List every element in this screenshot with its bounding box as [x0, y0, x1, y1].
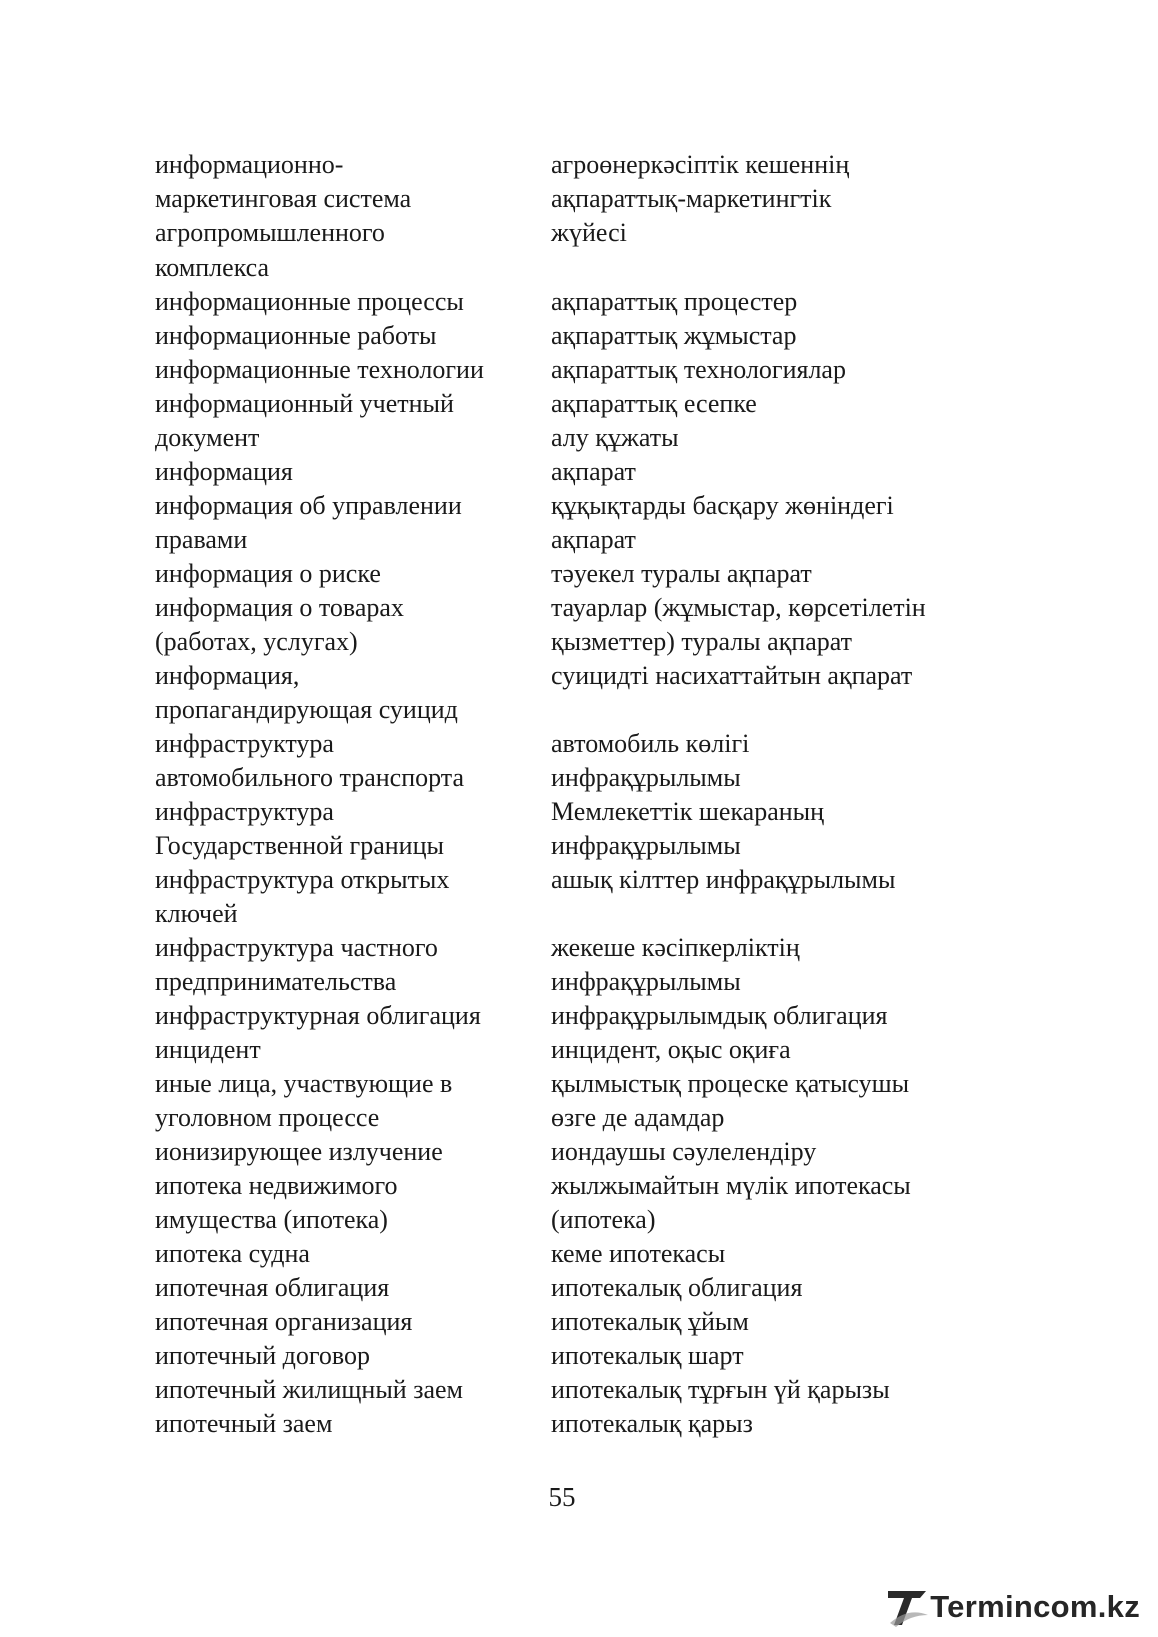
term-kazakh: ипотекалық тұрғын үй қарызы	[551, 1375, 890, 1404]
term-kazakh: агроөнеркәсіптік кешеннің ақпараттық-маркетингтік жүйесі	[551, 150, 850, 248]
glossary-list	[0, 148, 1158, 1441]
glossary-entry	[0, 455, 1158, 489]
term-russian: инфраструктура частного предпринимательства	[155, 933, 438, 997]
term-kazakh: құқықтарды басқару жөніндегі ақпарат	[551, 491, 894, 555]
glossary-entry	[0, 1067, 1158, 1135]
site-watermark	[886, 1585, 1140, 1629]
term-kazakh: тауарлар (жұмыстар, көрсетілетін қызметтер) туралы ақпарат	[551, 593, 926, 657]
glossary-entry	[0, 1373, 1158, 1407]
glossary-entry	[0, 1305, 1158, 1339]
term-kazakh: тәуекел туралы ақпарат	[551, 559, 812, 588]
glossary-entry	[0, 999, 1158, 1033]
term-kazakh: қылмыстық процеске қатысушы өзге де адамдар	[551, 1069, 910, 1133]
term-kazakh: ипотекалық ұйым	[551, 1307, 749, 1336]
page-number: 55	[548, 1482, 576, 1512]
term-russian: информационные процессы	[155, 287, 464, 316]
termincom-logo-icon	[886, 1585, 930, 1629]
term-russian: информация	[155, 457, 293, 486]
term-kazakh: жылжымайтын мүлік ипотекасы (ипотека)	[551, 1171, 911, 1235]
glossary-entry	[0, 727, 1158, 795]
term-russian: инфраструктура Государственной границы	[155, 797, 444, 861]
term-russian: инцидент	[155, 1035, 261, 1064]
term-kazakh: ақпараттық жұмыстар	[551, 321, 797, 350]
glossary-entry	[0, 1033, 1158, 1067]
term-kazakh: Мемлекеттік шекараның инфрақұрылымы	[551, 797, 825, 861]
term-russian: ионизирующее излучение	[155, 1137, 443, 1166]
glossary-entry	[0, 1271, 1158, 1305]
term-russian: информационные технологии	[155, 355, 484, 384]
glossary-entry	[0, 353, 1158, 387]
glossary-entry	[0, 1135, 1158, 1169]
glossary-entry	[0, 1237, 1158, 1271]
term-kazakh: ипотекалық шарт	[551, 1341, 744, 1370]
glossary-entry	[0, 591, 1158, 659]
term-kazakh: ақпараттық есепке алу құжаты	[551, 389, 757, 453]
term-russian: ипотечный заем	[155, 1409, 333, 1438]
term-russian: информация об управлении правами	[155, 491, 462, 555]
glossary-entry	[0, 931, 1158, 999]
glossary-entry	[0, 863, 1158, 931]
term-russian: информационный учетный документ	[155, 389, 454, 453]
term-russian: иные лица, участвующие в уголовном процессе	[155, 1069, 453, 1133]
term-kazakh: ақпараттық процестер	[551, 287, 798, 316]
term-russian: ипотечная облигация	[155, 1273, 390, 1302]
glossary-entry	[0, 557, 1158, 591]
term-russian: информация, пропагандирующая суицид	[155, 661, 458, 725]
term-russian: инфраструктура открытых ключей	[155, 865, 450, 929]
term-kazakh: суицидті насихаттайтын ақпарат	[551, 661, 913, 690]
term-russian: ипотечная организация	[155, 1307, 413, 1336]
term-kazakh: ипотекалық қарыз	[551, 1409, 753, 1438]
term-kazakh: ақпараттық технологиялар	[551, 355, 846, 384]
glossary-entry	[0, 285, 1158, 319]
term-russian: информационные работы	[155, 321, 437, 350]
term-kazakh: кеме ипотекасы	[551, 1239, 726, 1268]
glossary-entry	[0, 387, 1158, 455]
term-kazakh: ақпарат	[551, 457, 636, 486]
term-russian: информация о товарах (работах, услугах)	[155, 593, 404, 657]
glossary-entry	[0, 148, 1158, 285]
glossary-entry	[0, 659, 1158, 727]
glossary-entry	[0, 1339, 1158, 1373]
term-kazakh: иондаушы сәулелендіру	[551, 1137, 817, 1166]
term-kazakh: инфрақұрылымдық облигация	[551, 1001, 888, 1030]
term-kazakh: жекеше кәсіпкерліктің инфрақұрылымы	[551, 933, 800, 997]
term-russian: ипотечный договор	[155, 1341, 370, 1370]
glossary-entry	[0, 489, 1158, 557]
glossary-entry	[0, 795, 1158, 863]
term-kazakh: инцидент, оқыс оқиға	[551, 1035, 791, 1064]
term-kazakh: ипотекалық облигация	[551, 1273, 803, 1302]
glossary-entry	[0, 1169, 1158, 1237]
term-russian: ипотечный жилищный заем	[155, 1375, 464, 1404]
glossary-entry	[0, 1407, 1158, 1441]
term-kazakh: ашық кілттер инфрақұрылымы	[551, 865, 896, 894]
term-russian: ипотека недвижимого имущества (ипотека)	[155, 1171, 398, 1235]
term-russian: ипотека судна	[155, 1239, 310, 1268]
term-kazakh: автомобиль көлігі инфрақұрылымы	[551, 729, 750, 793]
term-russian: инфраструктурная облигация	[155, 1001, 481, 1030]
term-russian: инфраструктура автомобильного транспорта	[155, 729, 465, 793]
term-russian: информационно- маркетинговая система агропромышленного комплекса	[155, 150, 412, 282]
glossary-entry	[0, 319, 1158, 353]
term-russian: информация о риске	[155, 559, 381, 588]
watermark-text: Termincom.kz	[930, 1589, 1140, 1624]
